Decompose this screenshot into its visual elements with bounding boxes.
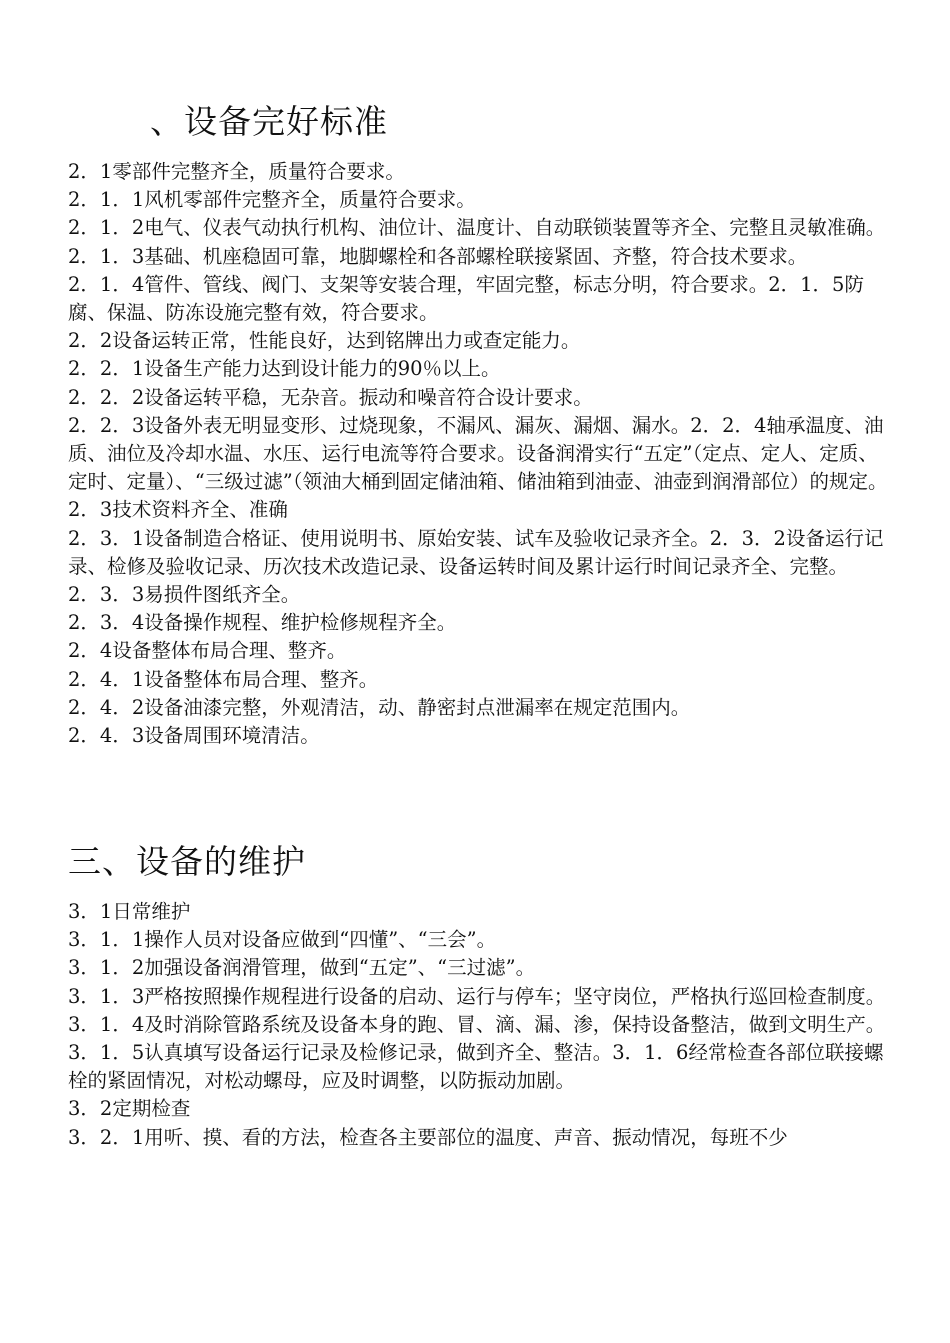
- paragraph: 3．1．3严格按照操作规程进行设备的启动、运行与停车；坚守岗位，严格执行巡回检查制度。: [68, 984, 886, 1008]
- paragraph: 2．2．2设备运转平稳，无杂音。振动和噪音符合设计要求。: [68, 385, 593, 409]
- paragraph: 3．2定期检查: [68, 1097, 191, 1121]
- section-2-body: [68, 158, 888, 750]
- paragraph: 2．2．1设备生产能力达到设计能力的90％以上。: [68, 357, 501, 381]
- section-3-title: 三、设备的维护: [68, 842, 306, 881]
- paragraph: 2．3．1设备制造合格证、使用说明书、原始安装、试车及验收记录齐全。2．3．2设备运行记录、检修及验收记录、历次技术改造记录、设备运转时间及累计运行时间记录齐全、完整。: [68, 526, 884, 578]
- paragraph: 2．3．4设备操作规程、维护检修规程齐全。: [68, 611, 457, 635]
- paragraph: 2．2．3设备外表无明显变形、过烧现象，不漏风、漏灰、漏烟、漏水。2．2．4轴承温度、油质、油位及冷却水温、水压、运行电流等符合要求。设备润滑实行“五定”（定点、定人、定质、定时、定量）、“三级过滤”（领油大桶到固定储油箱、储油箱到油壶、油壶到润滑部位）的规定。: [68, 413, 888, 494]
- paragraph: 2．1．2电气、仪表气动执行机构、油位计、温度计、自动联锁装置等齐全、完整且灵敏准确。: [68, 216, 886, 240]
- paragraph: 2．1．3基础、机座稳固可靠，地脚螺栓和各部螺栓联接紧固、齐整，符合技术要求。: [68, 244, 808, 268]
- section-2-title: 、设备完好标准: [150, 102, 388, 141]
- paragraph: 2．4．1设备整体布局合理、整齐。: [68, 667, 379, 691]
- paragraph: 3．1．4及时消除管路系统及设备本身的跑、冒、滴、漏、渗，保持设备整洁，做到文明生产。: [68, 1012, 886, 1036]
- paragraph: 2．2设备运转正常，性能良好，达到铭牌出力或查定能力。: [68, 329, 581, 353]
- paragraph: 3．1．2加强设备润滑管理，做到“五定”、“三过滤”。: [68, 956, 536, 980]
- paragraph: 2．3技术资料齐全、准确: [68, 498, 288, 522]
- paragraph: 2．3．3易损件图纸齐全。: [68, 583, 301, 607]
- paragraph: 2．4．3设备周围环境清洁。: [68, 724, 320, 748]
- paragraph: 2．1．4管件、管线、阀门、支架等安装合理，牢固完整，标志分明，符合要求。2．1．5防腐、保温、防冻设施完整有效，符合要求。: [68, 272, 864, 325]
- paragraph: 3．1日常维护: [68, 900, 191, 923]
- paragraph: 2．1零部件完整齐全，质量符合要求。: [68, 160, 405, 183]
- paragraph: 3．1．1操作人员对设备应做到“四懂”、“三会”。: [68, 928, 497, 952]
- paragraph: 3．1．5认真填写设备运行记录及检修记录，做到齐全、整洁。3．1．6经常检查各部位联接螺栓的紧固情况，对松动螺母，应及时调整，以防振动加剧。: [68, 1041, 884, 1093]
- section-3-body: [68, 898, 888, 1152]
- paragraph: 3．2．1用听、摸、看的方法，检查各主要部位的温度、声音、振动情况，每班不少: [68, 1125, 788, 1149]
- paragraph: 2．4设备整体布局合理、整齐。: [68, 639, 347, 663]
- paragraph: 2．4．2设备油漆完整，外观清洁，动、静密封点泄漏率在规定范围内。: [68, 695, 691, 719]
- paragraph: 2．1．1风机零部件完整齐全，质量符合要求。: [68, 188, 476, 212]
